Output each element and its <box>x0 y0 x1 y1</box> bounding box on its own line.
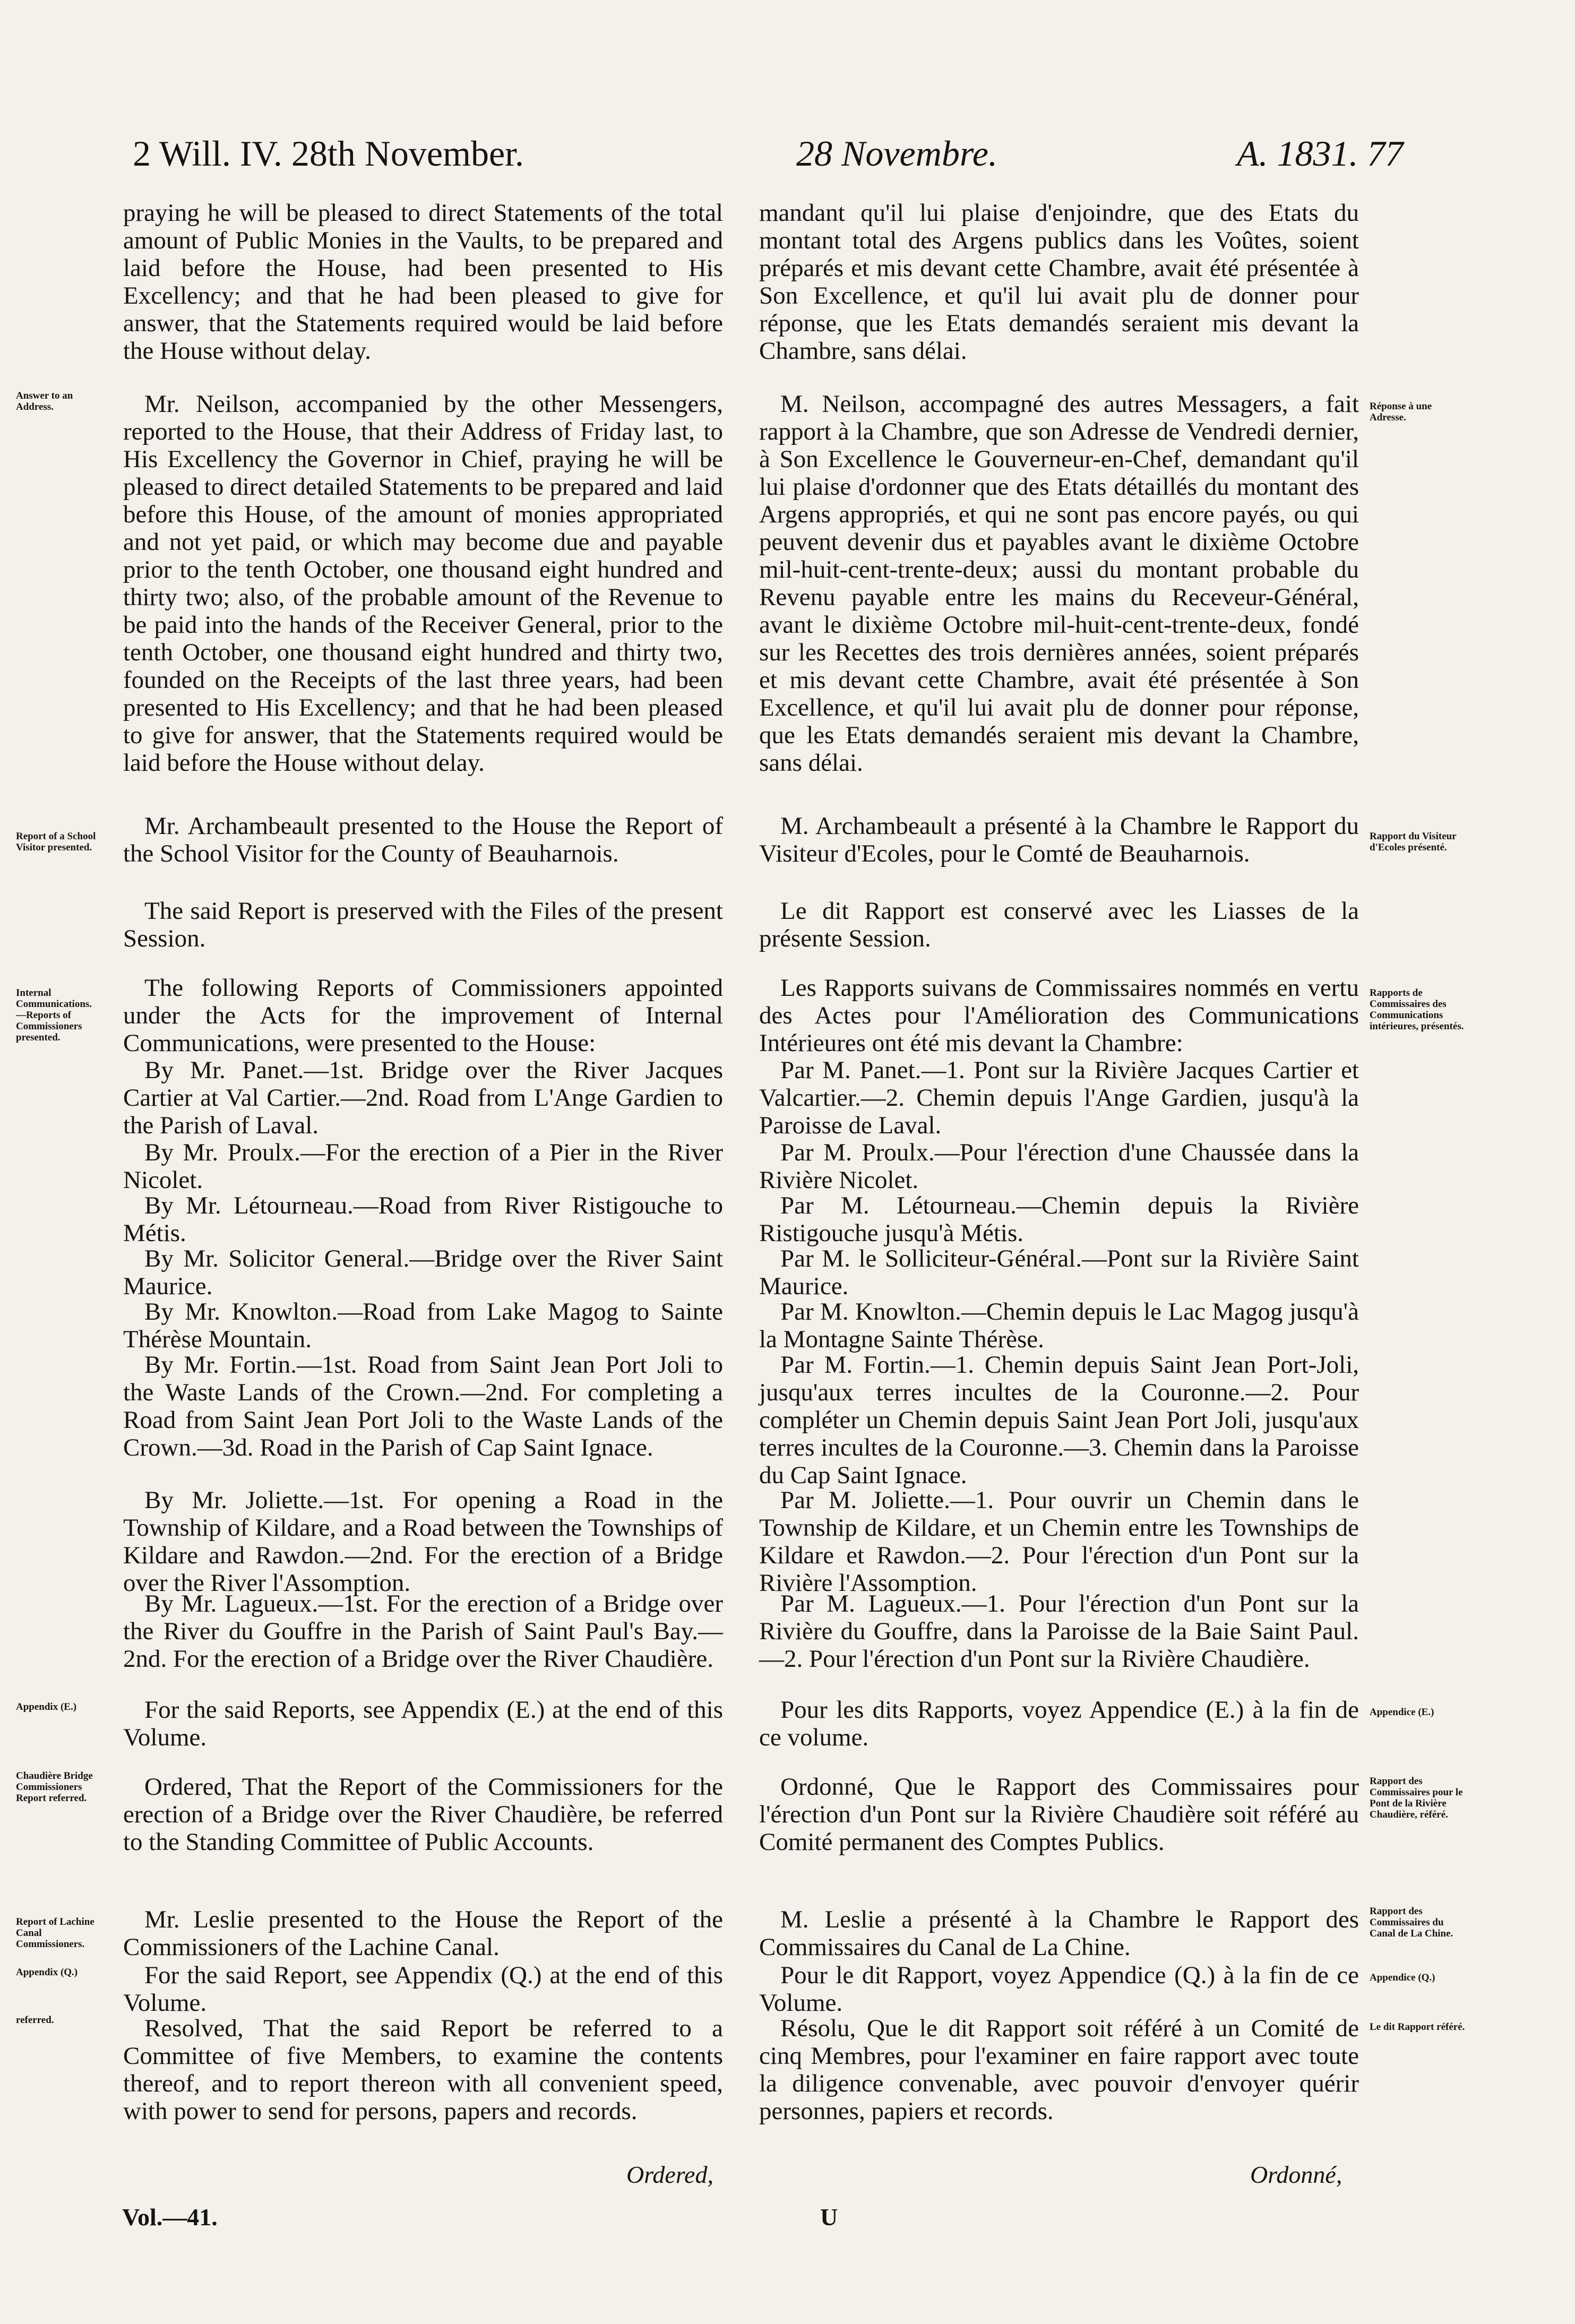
margin-note-left: Report of a School Visitor presented. <box>16 831 96 853</box>
paragraph: Par M. Knowlton.—Chemin depuis le Lac Magog jusqu'à la Montagne Sainte Thérèse. <box>759 1298 1359 1353</box>
margin-note-right: Rapport des Commissaires du Canal de La Chine. <box>1370 1906 1453 1939</box>
paragraph: M. Neilson, accompagné des autres Messagers, a fait rapport à la Chambre, que son Adresse de Vendredi dernier, à Son Excellence le Gouverneur-en-Chef, demandant qu'il lui plaise d'ordonner que des Etats détaillés du montant des Argens appropriés, et qui ne sont pas encore payés, ou qui peuvent devenir dus et payables avant le dixième Octobre mil-huit-cent-trente-deux; aussi du montant probable du Revenu payable entre les mains du Receveur-Général, avant le dixième Octobre mil-huit-cent-trente-deux, fondé sur les Recettes des trois dernières années, soient préparés et mis devant cette Chambre, avait été présentée à Son Excellence, et qu'il lui avait plu de donner pour réponse, que les Etats demandés seraient mis devant la Chambre, sans délai. <box>759 390 1359 777</box>
paragraph: praying he will be pleased to direct Statements of the total amount of Public Monies in the Vaults, to be prepared and laid before the House, had been presented to His Excellency; and that he had been pleased to give for answer, that the Statements required would be laid before the House without delay. <box>123 199 723 365</box>
paragraph: The said Report is preserved with the Files of the present Session. <box>123 897 723 952</box>
paragraph: By Mr. Solicitor General.—Bridge over the River Saint Maurice. <box>123 1245 723 1300</box>
margin-note-right: Réponse à une Adresse. <box>1370 401 1432 423</box>
paragraph: Resolved, That the said Report be referred to a Committee of five Members, to examine the contents thereof, and to report thereon with all convenient speed, with power to send for persons, papers and records. <box>123 2015 723 2125</box>
signature-mark: U <box>820 2204 838 2231</box>
margin-note-right: Le dit Rapport référé. <box>1370 2021 1465 2033</box>
paragraph: Résolu, Que le dit Rapport soit référé à un Comité de cinq Membres, pour l'examiner en faire rapport avec toute la diligence convenable, avec pouvoir d'envoyer quérir personnes, papiers et records. <box>759 2015 1359 2125</box>
paragraph: Mr. Leslie presented to the House the Report of the Commissioners of the Lachine Canal. <box>123 1906 723 1961</box>
catchword-english: Ordered, <box>626 2161 713 2188</box>
header-right: A. 1831. 77 <box>1237 133 1404 174</box>
margin-note-right: Appendice (Q.) <box>1370 1972 1435 1983</box>
paragraph: For the said Reports, see Appendix (E.) at the end of this Volume. <box>123 1696 723 1751</box>
margin-note-right: Rapport des Commissaires pour le Pont de la Rivière Chaudière, référé. <box>1370 1776 1463 1820</box>
paragraph: Ordonné, Que le Rapport des Commissaires pour l'érection d'un Pont sur la Rivière Chaudière soit référé au Comité permanent des Comptes Publics. <box>759 1773 1359 1856</box>
paragraph: By Mr. Joliette.—1st. For opening a Road in the Township of Kildare, and a Road between the Townships of Kildare and Rawdon.—2nd. For the erection of a Bridge over the River l'Assomption. <box>123 1486 723 1597</box>
paragraph: Pour le dit Rapport, voyez Appendice (Q.) à la fin de ce Volume. <box>759 1961 1359 2017</box>
paragraph: By Mr. Lagueux.—1st. For the erection of a Bridge over the River du Gouffre in the Parish of Saint Paul's Bay.—2nd. For the erection of a Bridge over the River Chaudière. <box>123 1590 723 1673</box>
paragraph: Par M. Panet.—1. Pont sur la Rivière Jacques Cartier et Valcartier.—2. Chemin depuis l'Ange Gardien, jusqu'à la Paroisse de Laval. <box>759 1056 1359 1139</box>
paragraph: By Mr. Panet.—1st. Bridge over the River Jacques Cartier at Val Cartier.—2nd. Road from L'Ange Gardien to the Parish of Laval. <box>123 1056 723 1139</box>
paragraph: Mr. Neilson, accompanied by the other Messengers, reported to the House, that their Address of Friday last, to His Excellency the Governor in Chief, praying he will be pleased to direct detailed Statements to be prepared and laid before this House, of the amount of monies appropriated and not yet paid, or which may become due and payable prior to the tenth October, one thousand eight hundred and thirty two; also, of the probable amount of the Revenue to be paid into the hands of the Receiver General, prior to the tenth October, one thousand eight hundred and thirty two, founded on the Receipts of the last three years, had been presented to His Excellency; and that he had been pleased to give for answer, that the Statements required would be laid before the House without delay. <box>123 390 723 777</box>
paragraph: Les Rapports suivans de Commissaires nommés en vertu des Actes pour l'Amélioration des Communications Intérieures ont été mis devant la Chambre: <box>759 974 1359 1057</box>
paragraph: By Mr. Létourneau.—Road from River Ristigouche to Métis. <box>123 1192 723 1247</box>
margin-note-left: Appendix (E.) <box>16 1701 77 1712</box>
margin-note-left: Answer to an Address. <box>16 390 73 412</box>
paragraph: Le dit Rapport est conservé avec les Liasses de la présente Session. <box>759 897 1359 952</box>
header-center: 28 Novembre. <box>796 133 997 174</box>
paragraph: Par M. Létourneau.—Chemin depuis la Rivière Ristigouche jusqu'à Métis. <box>759 1192 1359 1247</box>
paragraph: By Mr. Fortin.—1st. Road from Saint Jean Port Joli to the Waste Lands of the Crown.—2nd. For completing a Road from Saint Jean Port Joli to the Waste Lands of the Crown.—3d. Road in the Parish of Cap Saint Ignace. <box>123 1351 723 1461</box>
margin-note-left: Report of Lachine Canal Commissioners. <box>16 1916 94 1950</box>
volume-number: Vol.—41. <box>122 2204 218 2231</box>
paragraph: Par M. Joliette.—1. Pour ouvrir un Chemin dans le Township de Kildare, et un Chemin entre les Townships de Kildare et Rawdon.—2. Pour l'érection d'un Pont sur la Rivière l'Assomption. <box>759 1486 1359 1597</box>
paragraph: Par M. le Solliciteur-Général.—Pont sur la Rivière Saint Maurice. <box>759 1245 1359 1300</box>
margin-note-left: Appendix (Q.) <box>16 1967 78 1978</box>
paragraph: M. Archambeault a présenté à la Chambre le Rapport du Visiteur d'Ecoles, pour le Comté de Beauharnois. <box>759 812 1359 867</box>
margin-note-right: Appendice (E.) <box>1370 1707 1434 1718</box>
header-left: 2 Will. IV. 28th November. <box>133 133 524 174</box>
paragraph: By Mr. Proulx.—For the erection of a Pier in the River Nicolet. <box>123 1139 723 1194</box>
paragraph: By Mr. Knowlton.—Road from Lake Magog to Sainte Thérèse Mountain. <box>123 1298 723 1353</box>
paragraph: mandant qu'il lui plaise d'enjoindre, que des Etats du montant total des Argens publics dans les Voûtes, soient préparés et mis devant cette Chambre, avait été présentée à Son Excellence, et qu'il lui avait plu de donner pour réponse, que les Etats demandés seraient mis devant la Chambre, sans délai. <box>759 199 1359 365</box>
margin-note-right: Rapports de Commissaires des Communications intérieures, présentés. <box>1370 987 1464 1032</box>
paragraph: The following Reports of Commissioners appointed under the Acts for the improvement of Internal Communications, were presented to the House: <box>123 974 723 1057</box>
paragraph: Par M. Proulx.—Pour l'érection d'une Chaussée dans la Rivière Nicolet. <box>759 1139 1359 1194</box>
catchword-french: Ordonné, <box>1250 2161 1342 2188</box>
paragraph: Mr. Archambeault presented to the House the Report of the School Visitor for the County of Beauharnois. <box>123 812 723 867</box>
margin-note-left: referred. <box>16 2015 54 2026</box>
margin-note-right: Rapport du Visiteur d'Ecoles présenté. <box>1370 831 1457 853</box>
paragraph: Ordered, That the Report of the Commissioners for the erection of a Bridge over the River Chaudière, be referred to the Standing Committee of Public Accounts. <box>123 1773 723 1856</box>
paragraph: Par M. Lagueux.—1. Pour l'érection d'un Pont sur la Rivière du Gouffre, dans la Paroisse de la Baie Saint Paul.—2. Pour l'érection d'un Pont sur la Rivière Chaudière. <box>759 1590 1359 1673</box>
paragraph: Par M. Fortin.—1. Chemin depuis Saint Jean Port-Joli, jusqu'aux terres incultes de la Couronne.—2. Pour compléter un Chemin depuis Saint Jean Port Joli, jusqu'aux terres incultes de la Couronne.—3. Chemin dans la Paroisse du Cap Saint Ignace. <box>759 1351 1359 1489</box>
margin-note-left: Chaudière Bridge Commissioners Report referred. <box>16 1770 93 1804</box>
paragraph: Pour les dits Rapports, voyez Appendice (E.) à la fin de ce volume. <box>759 1696 1359 1751</box>
margin-note-left: Internal Communications.—Reports of Commissioners presented. <box>16 987 92 1043</box>
paragraph: M. Leslie a présenté à la Chambre le Rapport des Commissaires du Canal de La Chine. <box>759 1906 1359 1961</box>
paragraph: For the said Report, see Appendix (Q.) at the end of this Volume. <box>123 1961 723 2017</box>
